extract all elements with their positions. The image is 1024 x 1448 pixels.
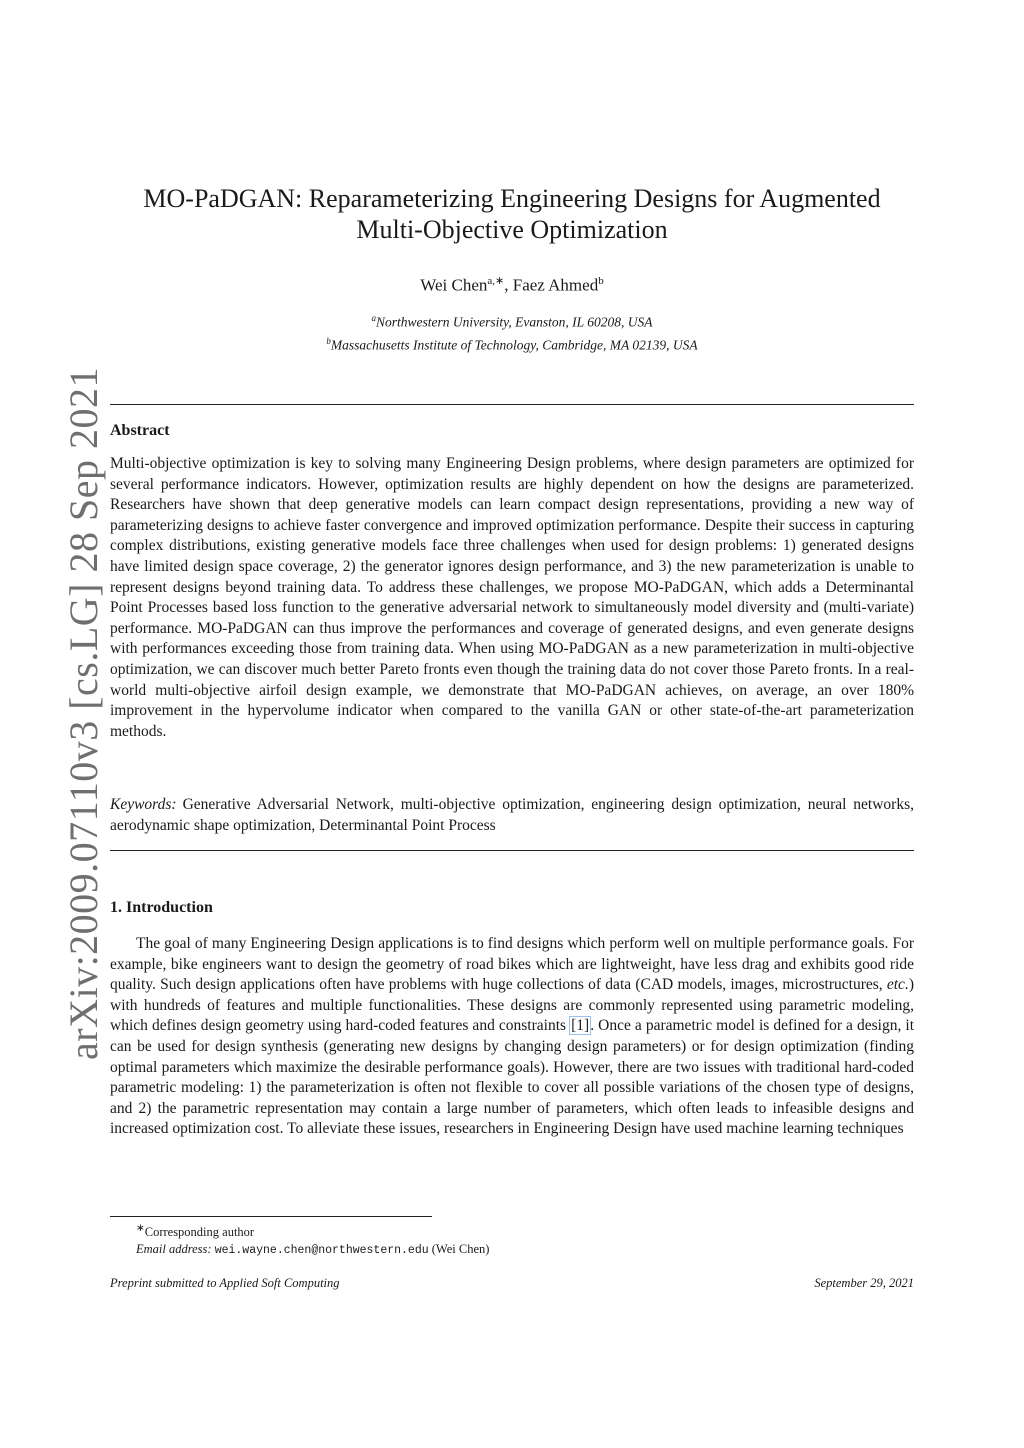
paper-title — [110, 183, 914, 245]
keywords-text: Generative Adversarial Network, multi-objective optimization, engineering design optimization, neural networks, aerodynamic shape optimization, Determinantal Point Process — [110, 796, 914, 834]
intro-text: The goal of many Engineering Design applications is to find designs which perform well on multiple performance goals. For example, bike engineers want to design the geometry of road bikes which are lightweight, have less drag and exhibits good ride quality. Such design applications often have problems with huge collections of data (CAD models, images, microstructures, — [110, 935, 914, 994]
footer-preprint-note: Preprint submitted to Applied Soft Computing — [110, 1276, 340, 1290]
email-address-link[interactable]: wei.wayne.chen@northwestern.edu — [214, 1244, 429, 1258]
footnote-mark: ∗ — [136, 1223, 145, 1234]
footer-date: September 29, 2021 — [814, 1276, 914, 1290]
author-name: Faez Ahmed — [512, 275, 599, 295]
author-affiliation-mark: a,∗ — [487, 275, 505, 287]
affiliation-mark: b — [326, 335, 331, 346]
author-separator: , — [504, 275, 513, 295]
keywords-label: Keywords: — [110, 796, 177, 813]
affiliation-line — [110, 309, 914, 332]
footnote — [110, 1220, 914, 1259]
author-list — [110, 274, 914, 296]
section-heading-introduction: 1. Introduction — [110, 899, 213, 916]
citation-link[interactable]: [1] — [571, 1017, 590, 1035]
footnote-text: Corresponding author — [144, 1225, 255, 1240]
footnote-line — [110, 1220, 914, 1241]
affiliation-mark: a — [371, 313, 376, 323]
title-line-1: MO-PaDGAN: Reparameterizing Engineering Designs for Augmented — [143, 184, 881, 213]
affiliation-text: Northwestern University, Evanston, IL 60208, USA — [376, 314, 653, 330]
abstract-top-rule — [110, 404, 914, 405]
abstract-text: Multi-objective optimization is key to solving many Engineering Design problems, where design parameters are optimized for several performance indicators. However, optimization results are highly dependent on how the designs are parameterized. Researchers have shown that deep generative models can learn compact design representations, providing a new way of parameterizing designs to achieve faster convergence and improved optimization performance. Despite their success in capturing complex distributions, existing generative models face three challenges when used for design problems: 1) generated designs have limited design space coverage, 2) the generator ignores design performance, and 3) the new parameterization is unable to represent designs beyond training data. To address these challenges, we propose MO-PaDGAN, which adds a Determinantal Point Processes based loss function to the generative adversarial network to simultaneously model diversity and (multi-variate) performance. MO-PaDGAN can thus improve the performances and coverage of generated designs, and even generate designs with performances exceeding those from training data. When using MO-PaDGAN as a new parameterization in multi-objective optimization, we can discover much better Pareto fronts even though the training data do not cover those Pareto fronts. In a real-world multi-objective airfoil design example, we demonstrate that MO-PaDGAN achieves, on average, an over 180% improvement in the hypervolume indicator when compared to the vanilla GAN or other state-of-the-art parameterization methods. — [110, 455, 914, 740]
affiliation-line — [110, 332, 914, 355]
affiliation-list — [110, 309, 914, 354]
abstract-heading: Abstract — [110, 422, 170, 439]
title-line-2: Multi-Objective Optimization — [356, 215, 668, 244]
email-suffix: (Wei Chen) — [431, 1242, 490, 1257]
email-label: Email address: — [136, 1242, 212, 1257]
intro-etc: etc. — [886, 976, 909, 994]
introduction-paragraph — [110, 934, 914, 1140]
intro-text: . Once a parametric model is defined for a design, it can be used for design synthesis (generating new designs by changing design parameters) or for design optimization (finding optimal parameters which maximize the desirable performance goals). However, there are two issues with traditional hard-coded parametric modeling: 1) the parameterization is often not flexible to cover all possible variations of the chosen type of designs, and 2) the parametric representation may contain a large number of parameters, which often leads to infeasible designs and increased optimization cost. To alleviate these issues, researchers in Engineering Design have used machine learning techniques — [110, 1017, 915, 1138]
arxiv-identifier-stamp: arXiv:2009.07110v3 [cs.LG] 28 Sep 2021 — [61, 367, 106, 1060]
abstract-bottom-rule — [110, 850, 914, 851]
author-affiliation-mark: b — [598, 275, 604, 287]
footnote-email-line — [110, 1241, 914, 1259]
footnote-rule — [110, 1216, 432, 1217]
intro-text: ) with hundreds of features and multiple functionalities. These designs are commonly represented using parametric modeling, which defines design geometry using hard-coded features and constraints — [110, 976, 914, 1035]
keywords — [110, 795, 914, 836]
author-name: Wei Chen — [420, 275, 488, 295]
affiliation-text: Massachusetts Institute of Technology, Cambridge, MA 02139, USA — [330, 337, 698, 352]
